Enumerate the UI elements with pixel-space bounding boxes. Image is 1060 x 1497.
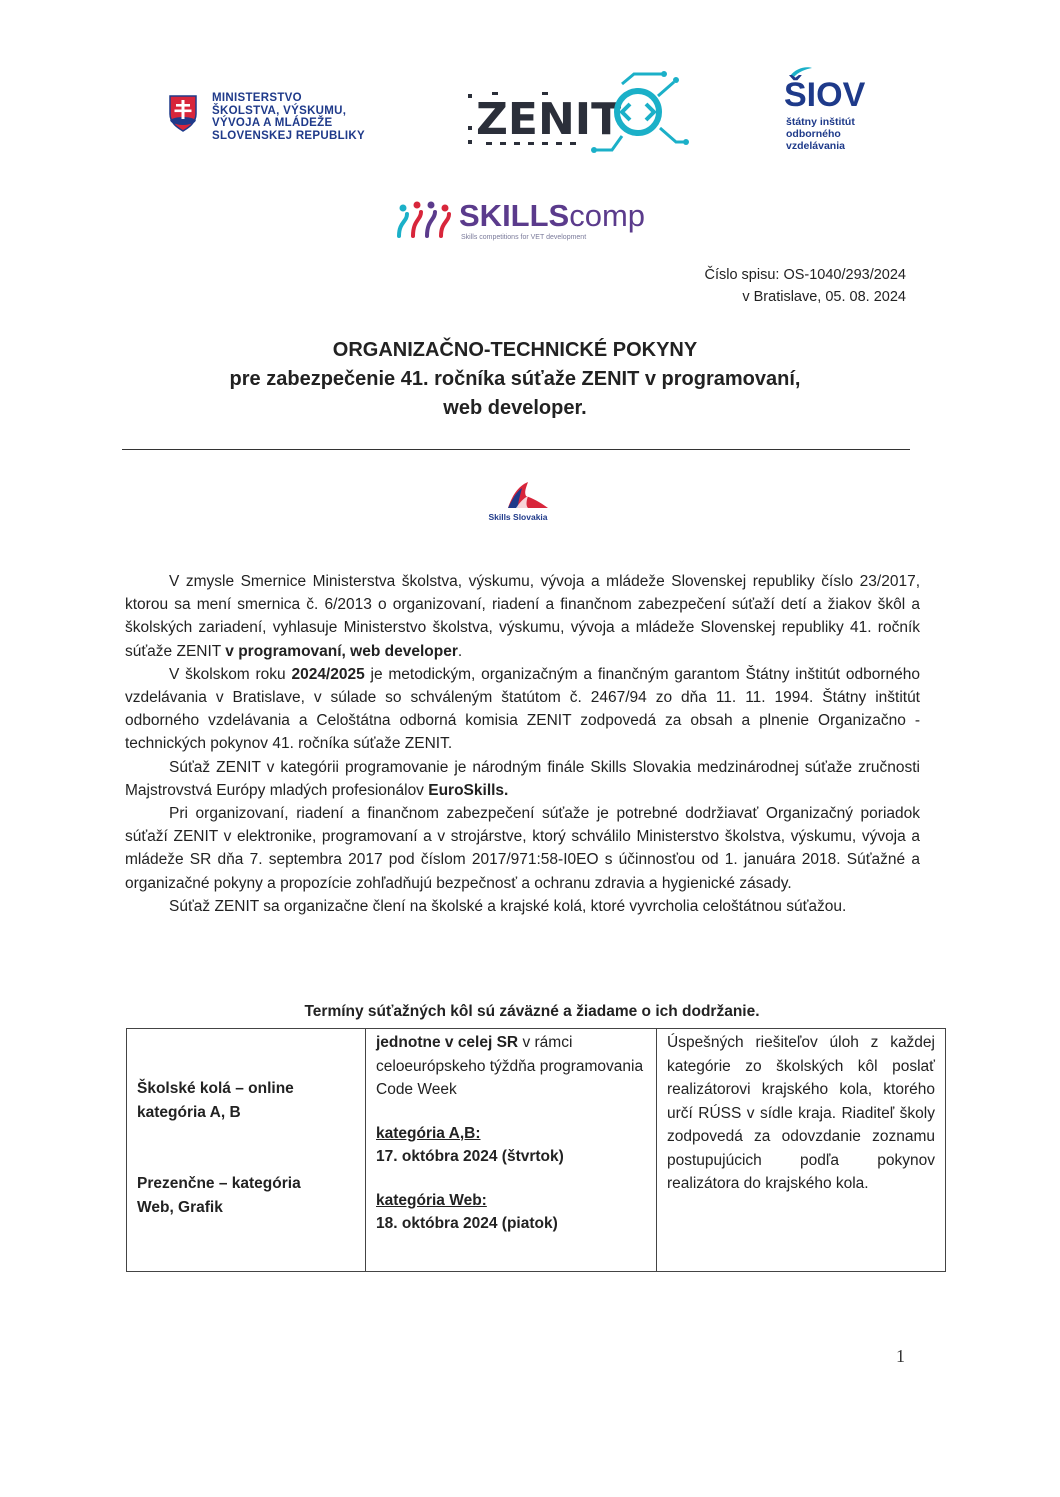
zenit-logo xyxy=(462,70,694,160)
dates-intro xyxy=(376,1031,646,1102)
table-cell-dates xyxy=(366,1029,657,1272)
ministry-logo xyxy=(168,92,388,148)
skills-slovakia-flag-icon xyxy=(478,478,558,512)
ministry-line: SLOVENSKEJ REPUBLIKY xyxy=(212,129,365,142)
category-label: kategória Web: xyxy=(376,1191,487,1209)
dates-intro-text: v rámci celoeurópskeho týždňa programovania Code Week xyxy=(376,1034,644,1098)
category-label: kategória A,B: xyxy=(376,1124,481,1142)
skillscomp-people-icon xyxy=(395,200,455,240)
ministry-name xyxy=(212,92,365,142)
table-cell-instructions: Úspešných riešiteľov úloh z každej kategórie zo školských kôl poslať realizátorovi krajského kola, ktorého určí RÚSS v sídle kraja. Riaditeľ školy zodpovedá za odovzdanie zoznamu postupujúcich podľa pokynov realizátora do krajského kola. xyxy=(657,1029,946,1272)
terms-heading: Termíny súťažných kôl sú záväzné a žiadame o ich dodržanie. xyxy=(304,1003,760,1020)
skillscomp-wordmark xyxy=(459,198,645,234)
siov-subtitle-line: štátny inštitút xyxy=(786,116,855,128)
skillscomp-word-regular: comp xyxy=(569,198,646,233)
paragraph-bold-text: 2024/2025 xyxy=(291,665,365,683)
siov-subtitle xyxy=(786,116,855,152)
paragraph-text: . xyxy=(457,642,463,660)
category-date: 17. októbra 2024 (štvrtok) xyxy=(376,1148,564,1165)
skillscomp-word-bold: SKILLS xyxy=(459,198,570,233)
skills-slovakia-text: Skills Slovakia xyxy=(488,512,548,522)
place-date: v Bratislave, 05. 08. 2024 xyxy=(742,289,906,305)
document-title xyxy=(120,336,910,423)
paragraph-text: V zmysle Smernice Ministerstva školstva, výskumu, vývoja a mládeže Slovenskej republiky číslo 23/2017, ktorou sa mení smernica č. 6/2013 o organizovaní, riadení a finančnom zabezpečení súťaží detí a žiakov škôl a školských zariadení, vyhlasuje Ministerstvo školstva, výskumu, vývoja a mládeže Slovenskej republiky 41. ročník súťaže ZENIT xyxy=(125,573,920,660)
title-divider xyxy=(122,449,910,450)
file-number: Číslo spisu: OS-1040/293/2024 xyxy=(704,267,906,283)
document-body xyxy=(125,570,920,918)
siov-wordmark: ŠIOV xyxy=(784,76,866,114)
paragraph-text: Súťaž ZENIT v kategórii programovanie je národným finále Skills Slovakia medzinárodnej súťaže zručnosti Majstrovstvá Európy mladých profesionálov xyxy=(125,758,920,799)
document-header xyxy=(704,264,906,308)
round-name: Prezenčne – kategória xyxy=(137,1175,301,1192)
paragraph-text: je metodickým, organizačným a finančným garantom Štátny inštitút odborného vzdelávania v Bratislave, v súlade so schváleným štatútom č. 2467/94 zo dňa 11. 11. 1994. Štátny inštitút odborného vzdelávania a Celoštátna odborná komisia ZENIT zodpovedá za obsah a plnenie Organizačno - technických pokynov 41. ročníka súťaže ZENIT. xyxy=(125,665,920,753)
schedule-table xyxy=(126,1028,946,1272)
dates-intro-bold: jednotne v celej SR xyxy=(376,1034,519,1051)
siov-subtitle-line: vzdelávania xyxy=(786,140,845,152)
siov-logo xyxy=(782,66,892,156)
title-line: ORGANIZAČNO-TECHNICKÉ POKYNY xyxy=(332,339,698,361)
skillscomp-tagline: Skills competitions for VET development xyxy=(461,234,587,241)
ministry-line: ŠKOLSTVA, VÝSKUMU, xyxy=(212,104,347,117)
title-line: web developer. xyxy=(443,397,587,419)
round-category: kategória A, B xyxy=(137,1103,241,1121)
paragraph: Súťaž ZENIT sa organizačne člení na školské a krajské kolá, ktoré vyvrcholia celoštátnou súťažou. xyxy=(169,897,847,915)
paragraph-bold-text: v programovaní, web developer xyxy=(225,642,458,660)
paragraph xyxy=(125,756,920,802)
skills-slovakia-logo xyxy=(478,478,558,526)
round-name: Školské kolá – online xyxy=(137,1080,294,1097)
skillscomp-logo xyxy=(395,196,655,248)
ministry-line: MINISTERSTVO xyxy=(212,92,302,104)
paragraph-text: V školskom roku xyxy=(169,665,292,683)
paragraph xyxy=(125,663,920,756)
siov-subtitle-line: odborného xyxy=(786,128,841,140)
zenit-wordmark: ZENIT xyxy=(476,94,622,145)
paragraph: Pri organizovaní, riadení a finančnom zabezpečení súťaže je potrebné dodržiavať Organizačný poriadok súťaží ZENIT v elektronike, programovaní a v strojárstve, ktorý schválilo Ministerstvo školstva, výskumu, vývoja a mládeže SR dňa 7. septembra 2017 pod číslom 2017/971:58-I0EO s účinnosťou od 1. januára 2018. Súťažné a organizačné pokyny a propozície zohľadňujú bezpečnosť a ochranu zdravia a hygienické zásady. xyxy=(125,805,920,892)
paragraph-bold-text: EuroSkills. xyxy=(428,781,509,799)
category-date: 18. októbra 2024 (piatok) xyxy=(376,1215,558,1232)
page-number: 1 xyxy=(896,1346,905,1366)
table-cell-round xyxy=(127,1029,366,1272)
paragraph xyxy=(125,570,920,663)
title-line: pre zabezpečenie 41. ročníka súťaže ZENIT v programovaní, xyxy=(229,368,801,390)
round-category: Web, Grafik xyxy=(137,1198,223,1216)
table-row xyxy=(127,1029,946,1272)
slovak-coat-of-arms-icon xyxy=(168,94,198,132)
ministry-line: VÝVOJA A MLÁDEŽE xyxy=(212,117,333,130)
zenit-logo-graphic xyxy=(462,70,694,160)
